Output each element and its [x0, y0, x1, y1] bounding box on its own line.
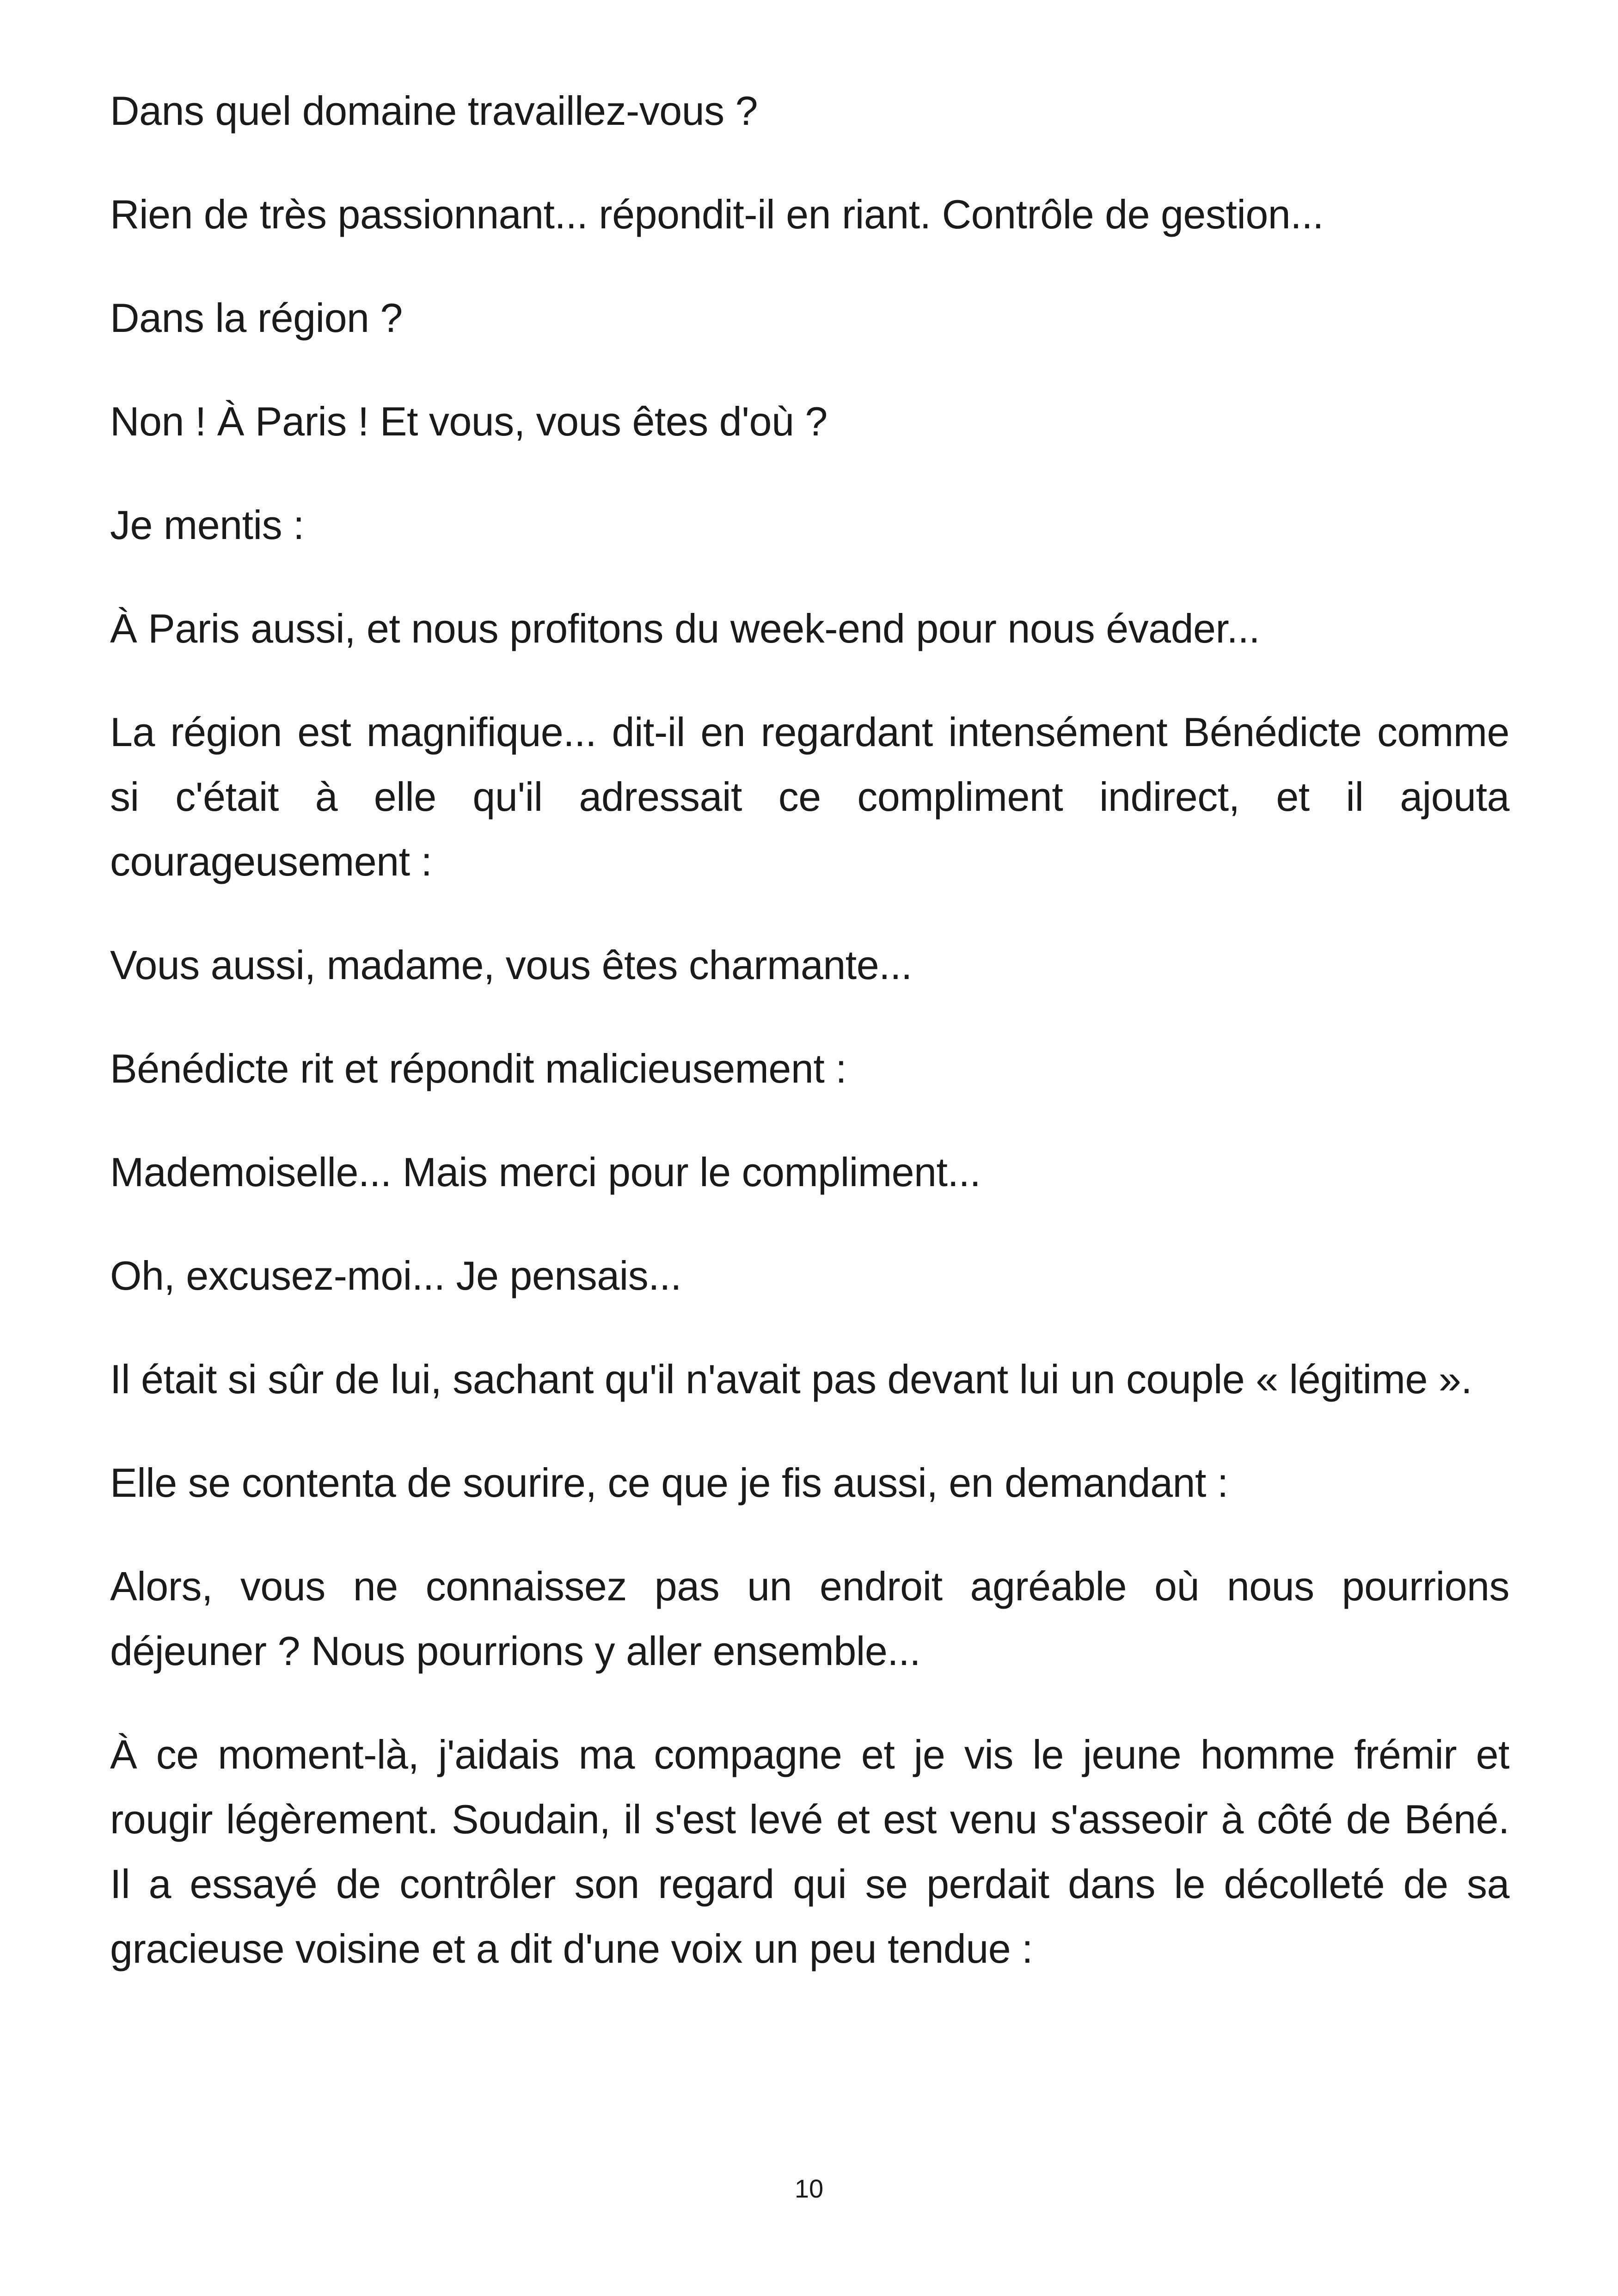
- paragraph-7: La région est magnifique... dit-il en regardant intensément Bénédicte comme si c'était à elle qu'il adressait ce compliment indirect, et il ajouta courageusement :: [110, 709, 1509, 884]
- paragraph-4: Non ! À Paris ! Et vous, vous êtes d'où ?: [110, 398, 827, 444]
- paragraph-9: Bénédicte rit et répondit malicieusement :: [110, 1046, 847, 1091]
- paragraph-11: Oh, excusez-moi... Je pensais...: [110, 1253, 682, 1298]
- paragraph-10: Mademoiselle... Mais merci pour le compliment...: [110, 1149, 981, 1195]
- body-text: [110, 79, 1509, 2020]
- paragraph-5: Je mentis :: [110, 502, 304, 548]
- paragraph-13: Elle se contenta de sourire, ce que je fis aussi, en demandant :: [110, 1460, 1228, 1506]
- paragraph-6: À Paris aussi, et nous profitons du week-end pour nous évader...: [110, 606, 1260, 651]
- paragraph-1: Dans quel domaine travaillez-vous ?: [110, 88, 758, 134]
- paragraph-8: Vous aussi, madame, vous êtes charmante...: [110, 942, 913, 988]
- paragraph-12: Il était si sûr de lui, sachant qu'il n'avait pas devant lui un couple « légitime ».: [110, 1356, 1472, 1402]
- page-number: 10: [794, 2174, 824, 2203]
- paragraph-3: Dans la région ?: [110, 295, 403, 341]
- paragraph-15: À ce moment-là, j'aidais ma compagne et je vis le jeune homme frémir et rougir légèrement. Soudain, il s'est levé et est venu s'asseoir à côté de Béné. Il a essayé de contrôler son regard qui se perdait dans le décolleté de sa gracieuse voisine et a dit d'une voix un peu tendue :: [110, 1732, 1509, 1971]
- paragraph-14: Alors, vous ne connaissez pas un endroit agréable où nous pourrions déjeuner ? Nous pourrions y aller ensemble...: [110, 1563, 1509, 1674]
- paragraph-2: Rien de très passionnant... répondit-il en riant. Contrôle de gestion...: [110, 191, 1324, 237]
